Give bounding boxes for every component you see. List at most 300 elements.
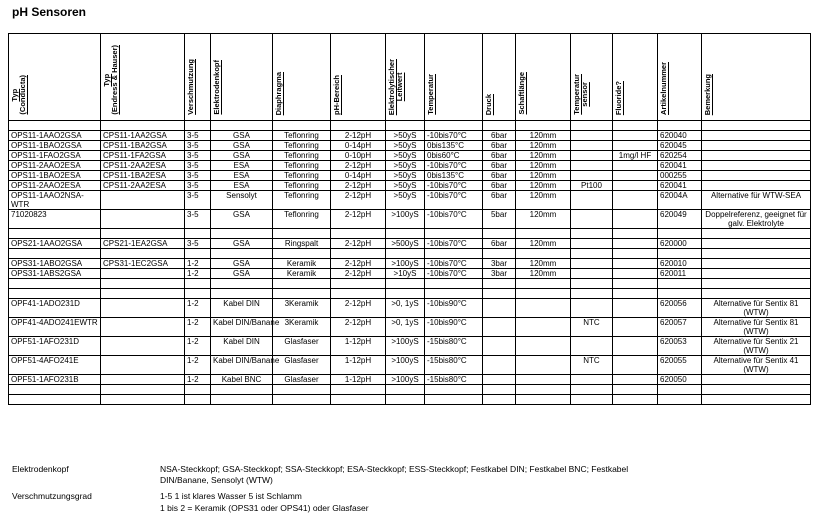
table-cell: 0-14pH [331,171,386,181]
table-cell: Alternative für Sentix 41 (WTW) [702,356,811,375]
table-row [9,191,811,210]
table-cell: 1-2 [185,356,211,375]
table-cell: 120mm [516,171,571,181]
table-cell [571,171,613,181]
table-cell [516,299,571,318]
table-cell [273,229,331,239]
table-cell [483,375,516,385]
column-header [425,34,483,121]
table-cell: NTC [571,318,613,337]
table-cell: Glasfaser [273,375,331,385]
table-cell [702,249,811,259]
table-row [9,141,811,151]
table-cell: -15bis80°C [425,375,483,385]
table-cell: >100yS [386,356,425,375]
table-row [9,259,811,269]
table-cell: 120mm [516,269,571,279]
table-cell: Alternative für Sentix 21 (WTW) [702,337,811,356]
table-cell [425,289,483,299]
table-cell: OPS21-1AAO2GSA [9,239,101,249]
table-cell: 1-2 [185,299,211,318]
table-cell: OPS11-1AAO2GSA [9,131,101,141]
table-cell: 3-5 [185,151,211,161]
table-cell [613,269,658,279]
table-cell [101,299,185,318]
table-cell: 2-12pH [331,161,386,171]
table-cell [702,121,811,131]
table-cell: OPF41-4ADO241EWTR [9,318,101,337]
table-row [9,279,811,289]
table-cell [101,279,185,289]
table-cell: Teflonring [273,131,331,141]
table-cell [613,121,658,131]
table-row [9,229,811,239]
table-cell: OPF51-4AFO241E [9,356,101,375]
table-cell [516,249,571,259]
table-cell: 1mg/l HF [613,151,658,161]
table-cell: 3Keramik [273,299,331,318]
table-cell: 3Keramik [273,318,331,337]
table-cell: 3-5 [185,131,211,141]
table-cell: Kabel DIN/Banane [211,356,273,375]
table-cell [185,279,211,289]
footnote-elektrodenkopf-label: Elektrodenkopf [12,464,69,474]
table-cell [101,385,185,395]
table-row [9,395,811,405]
table-cell [483,356,516,375]
table-cell: 1-2 [185,259,211,269]
table-cell [571,279,613,289]
table-cell: -15bis80°C [425,356,483,375]
table-cell: 3-5 [185,141,211,151]
table-cell: Alternative für Sentix 81 (WTW) [702,318,811,337]
table-cell: 2-12pH [331,318,386,337]
table-row [9,375,811,385]
table-cell: 120mm [516,161,571,171]
table-cell: -10bis70°C [425,269,483,279]
table-row [9,161,811,171]
table-cell: 3-5 [185,210,211,229]
table-row [9,385,811,395]
column-header-label: Temperatur sensor [572,74,589,115]
column-header [702,34,811,121]
table-cell [9,229,101,239]
table-cell: Doppelreferenz, geeignet für galv. Elektrolyte [702,210,811,229]
table-cell: Sensolyt [211,191,273,210]
column-header [9,34,101,121]
table-cell [571,385,613,395]
table-cell [273,289,331,299]
table-cell: Teflonring [273,171,331,181]
table-cell [571,299,613,318]
table-cell [702,289,811,299]
table-row [9,356,811,375]
table-cell [571,131,613,141]
table-cell [613,131,658,141]
table-cell [613,239,658,249]
table-row [9,269,811,279]
table-cell: 620011 [658,269,702,279]
table-cell [331,385,386,395]
table-cell [101,395,185,405]
table-cell [185,229,211,239]
table-cell: 620055 [658,356,702,375]
table-cell [483,337,516,356]
table-cell [483,289,516,299]
table-cell [702,395,811,405]
column-header-label: Fluoride? [614,80,623,115]
table-cell: >500yS [386,239,425,249]
table-cell: 620057 [658,318,702,337]
table-cell [425,395,483,405]
table-cell [101,337,185,356]
table-cell: -15bis80°C [425,337,483,356]
table-cell: >100yS [386,375,425,385]
table-cell: 1-2 [185,318,211,337]
table-cell [658,395,702,405]
table-cell [516,121,571,131]
table-cell [571,259,613,269]
table-cell: >100yS [386,259,425,269]
table-cell: CPS11-2AA2ESA [101,161,185,171]
table-cell: CPS11-1BA2GSA [101,141,185,151]
table-cell [571,337,613,356]
table-cell [702,229,811,239]
table-row [9,289,811,299]
table-cell: 2-12pH [331,259,386,269]
table-cell [101,318,185,337]
table-cell: -10bis70°C [425,181,483,191]
table-cell: >0, 1yS [386,299,425,318]
column-header-label: Bemerkung [703,73,712,115]
table-cell: 620050 [658,375,702,385]
table-cell: OPS11-1BAO2GSA [9,141,101,151]
table-cell: GSA [211,151,273,161]
table-cell [425,385,483,395]
table-cell [702,171,811,181]
table-cell: 2-12pH [331,269,386,279]
table-cell [571,121,613,131]
table-cell [613,299,658,318]
table-row [9,318,811,337]
column-header [613,34,658,121]
table-cell [571,375,613,385]
table-cell [613,171,658,181]
table-cell [185,121,211,131]
table-cell [571,141,613,151]
table-cell [613,191,658,210]
table-cell [516,279,571,289]
table-cell: 620056 [658,299,702,318]
table-cell: -10bis70°C [425,210,483,229]
table-cell [613,375,658,385]
table-cell [571,151,613,161]
footnote-verschmutzung-line2: 1 bis 2 = Keramik (OPS31 oder OPS41) oder Glasfaser [160,503,369,513]
table-cell [101,249,185,259]
table-cell: 2-12pH [331,131,386,141]
table-cell: 6bar [483,141,516,151]
table-cell [425,229,483,239]
table-cell: 620000 [658,239,702,249]
table-cell: CPS11-1AA2GSA [101,131,185,141]
table-cell [571,289,613,299]
column-header [211,34,273,121]
table-cell: 620040 [658,131,702,141]
footnote-verschmutzung-label: Verschmutzungsgrad [12,491,92,501]
table-cell: 6bar [483,151,516,161]
table-cell: Teflonring [273,210,331,229]
table-cell: Teflonring [273,181,331,191]
table-cell: Glasfaser [273,356,331,375]
table-cell: Teflonring [273,191,331,210]
table-cell: GSA [211,210,273,229]
table-cell: 71020823 [9,210,101,229]
column-header [273,34,331,121]
table-cell [185,395,211,405]
table-cell: 0-10pH [331,151,386,161]
table-cell [658,121,702,131]
table-cell: 620010 [658,259,702,269]
table-cell [101,375,185,385]
table-cell [211,385,273,395]
table-cell [9,289,101,299]
table-cell [702,375,811,385]
table-cell [702,181,811,191]
table-cell [9,121,101,131]
table-cell: 1-2 [185,269,211,279]
table-cell: OPS11-1AAO2NSA-WTR [9,191,101,210]
table-cell [185,249,211,259]
table-cell: OPS11-1BAO2ESA [9,171,101,181]
column-header [571,34,613,121]
table-cell: >0, 1yS [386,318,425,337]
column-header-label: Diaphragma [274,71,283,115]
table-cell [331,249,386,259]
table-cell [9,385,101,395]
table-cell [9,249,101,259]
table-cell: 2-12pH [331,181,386,191]
table-cell: OPF41-1ADO231D [9,299,101,318]
table-cell: >50yS [386,191,425,210]
table-cell: Teflonring [273,161,331,171]
table-cell [386,229,425,239]
table-cell: 620049 [658,210,702,229]
table-cell: 3-5 [185,191,211,210]
table-cell: OPF51-1AFO231D [9,337,101,356]
table-cell: 3bar [483,259,516,269]
table-cell [702,151,811,161]
table-cell [101,121,185,131]
table-cell: 120mm [516,191,571,210]
table-cell [101,210,185,229]
table-cell: 120mm [516,131,571,141]
table-cell [386,289,425,299]
column-header [516,34,571,121]
column-header-label: Temperatur [426,74,435,115]
table-cell: >100yS [386,210,425,229]
table-cell: 2-12pH [331,239,386,249]
table-cell [571,229,613,239]
table-cell [211,249,273,259]
table-cell [571,161,613,171]
table-cell [613,337,658,356]
column-header-label: Druck [484,93,493,115]
table-cell: >50yS [386,181,425,191]
table-cell: 5bar [483,210,516,229]
table-cell [331,121,386,131]
table-cell [702,269,811,279]
table-cell: Pt100 [571,181,613,191]
table-row [9,249,811,259]
column-header-label: Elektrodenkopf [212,60,221,115]
table-cell: -10bis90°C [425,318,483,337]
table-cell [516,229,571,239]
column-header-label: Schaftlänge [517,72,526,115]
table-cell [386,385,425,395]
table-cell [483,395,516,405]
table-cell [516,385,571,395]
table-cell: Teflonring [273,151,331,161]
table-cell [702,141,811,151]
table-cell [571,395,613,405]
column-header [658,34,702,121]
table-cell: >50yS [386,131,425,141]
table-cell [658,289,702,299]
table-cell: 0bis135°C [425,171,483,181]
table-cell: 0bis135°C [425,141,483,151]
table-cell [483,318,516,337]
table-cell: >100yS [386,337,425,356]
table-header [9,34,811,121]
table-cell: 3bar [483,269,516,279]
table-cell: -10bis70°C [425,131,483,141]
table-cell [386,279,425,289]
table-cell: Ringspalt [273,239,331,249]
table-cell [211,289,273,299]
table-cell [702,161,811,171]
table-cell [273,121,331,131]
table-cell [211,279,273,289]
column-header-label: Typ (Endress & Hauser) [102,45,119,115]
table-cell: >50yS [386,161,425,171]
table-cell [101,229,185,239]
table-row [9,121,811,131]
table-cell: 120mm [516,151,571,161]
table-cell [658,249,702,259]
column-header-label: Artikelnummer [659,62,668,115]
table-cell [211,121,273,131]
page-title: pH Sensoren [12,5,87,19]
table-cell [613,249,658,259]
table-cell: ESA [211,171,273,181]
table-cell: CPS11-1BA2ESA [101,171,185,181]
table-cell [273,385,331,395]
table-cell [483,249,516,259]
table-cell [613,385,658,395]
table-cell [613,395,658,405]
table-cell: 0-14pH [331,141,386,151]
table-cell: 3-5 [185,239,211,249]
table-cell [211,395,273,405]
footnote-elektrodenkopf-text: NSA-Steckkopf; GSA-Steckkopf; SSA-Steckkopf; ESA-Steckkopf; ESS-Steckkopf; Festkabel DIN; Festkabel BNC; Festkabel DIN/Banane, Sensolyt (WTW) [160,464,629,485]
table-cell [613,229,658,239]
table-cell [483,279,516,289]
table-cell: ESA [211,181,273,191]
table-cell [702,259,811,269]
table-cell: 62004A [658,191,702,210]
table-cell [483,299,516,318]
column-header [386,34,425,121]
column-header [185,34,211,121]
table-cell: 620053 [658,337,702,356]
table-cell: >10yS [386,269,425,279]
table-cell: OPS11-2AAO2ESA [9,161,101,171]
table-cell [9,395,101,405]
table-cell: Teflonring [273,141,331,151]
table-cell: CPS21-1EA2GSA [101,239,185,249]
table-cell: 120mm [516,259,571,269]
table-cell [273,249,331,259]
table-cell: >50yS [386,141,425,151]
column-header-label: Elektrolytischer Leitwert [387,58,404,115]
table-cell: -10bis70°C [425,191,483,210]
table-cell [425,279,483,289]
table-cell: OPS31-1ABO2GSA [9,259,101,269]
sensor-table [8,33,811,405]
table-cell [516,318,571,337]
table-cell [613,356,658,375]
table-cell: GSA [211,131,273,141]
table-cell: 1-12pH [331,337,386,356]
table-cell: Kabel DIN [211,337,273,356]
table-row [9,181,811,191]
table-cell [571,249,613,259]
table-cell: 000255 [658,171,702,181]
table-cell: 6bar [483,131,516,141]
table-cell: -10bis70°C [425,259,483,269]
table-cell [658,229,702,239]
table-cell: 6bar [483,171,516,181]
table-cell: GSA [211,259,273,269]
column-header [331,34,386,121]
table-row [9,337,811,356]
table-cell: 120mm [516,239,571,249]
table-cell [483,229,516,239]
table-cell: 120mm [516,141,571,151]
table-row [9,171,811,181]
table-cell [386,121,425,131]
table-cell: >50yS [386,171,425,181]
table-cell: 6bar [483,161,516,171]
table-cell: GSA [211,239,273,249]
table-body [9,121,811,405]
table-cell: 6bar [483,191,516,210]
table-cell: 1-12pH [331,356,386,375]
table-cell: OPS31-1ABS2GSA [9,269,101,279]
table-cell [571,239,613,249]
table-cell: 120mm [516,181,571,191]
table-cell: Alternative für WTW-SEA [702,191,811,210]
table-cell [613,181,658,191]
table-cell: 120mm [516,210,571,229]
table-cell [702,385,811,395]
column-header-label: pH-Bereich [332,74,341,115]
table-cell [273,279,331,289]
table-cell: 620254 [658,151,702,161]
table-cell [185,289,211,299]
table-row [9,299,811,318]
table-cell [613,259,658,269]
